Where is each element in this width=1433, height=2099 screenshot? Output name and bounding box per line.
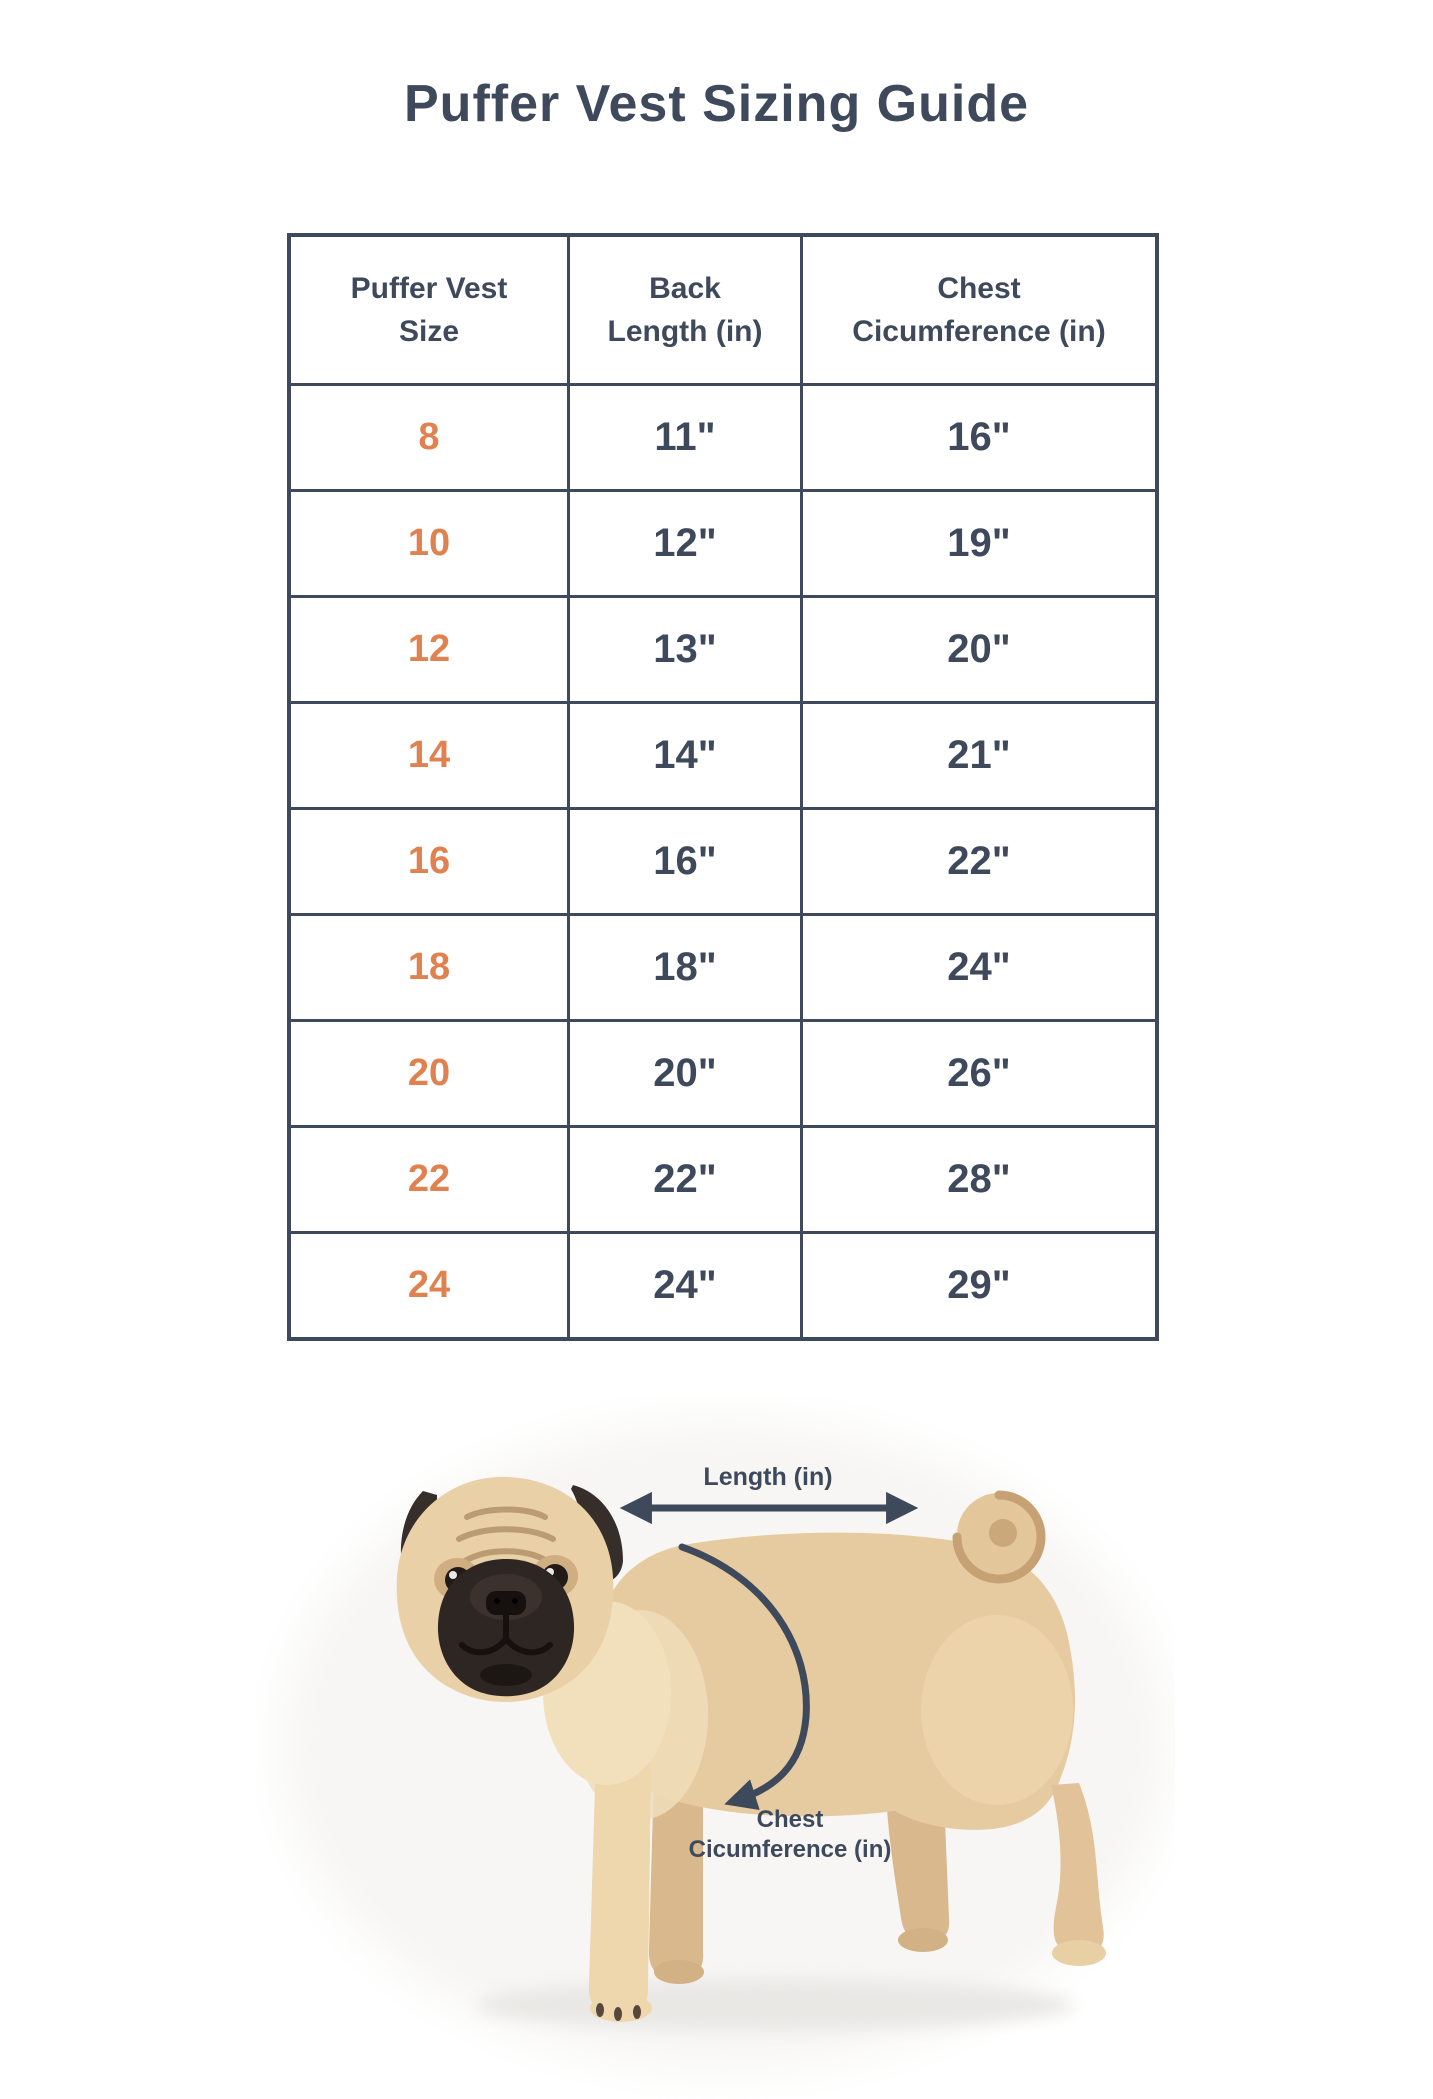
back-length-cell: 12" <box>569 491 802 597</box>
back-length-cell: 24" <box>569 1233 802 1340</box>
back-length-cell: 18" <box>569 915 802 1021</box>
column-header-size-line2: Size <box>398 315 460 348</box>
column-header-chest-line2: Cicumference (in) <box>852 315 1106 348</box>
column-header-back-length-line2: Length (in) <box>607 315 763 348</box>
pug-far-rear-paw <box>898 1928 948 1952</box>
table-row <box>289 597 1157 703</box>
back-length-cell: 16" <box>569 809 802 915</box>
pug-chin <box>480 1664 532 1686</box>
size-cell: 16 <box>289 809 569 915</box>
pug-far-front-paw <box>654 1960 704 1984</box>
back-length-cell: 14" <box>569 703 802 809</box>
column-header-chest <box>802 235 1158 385</box>
size-cell: 22 <box>289 1127 569 1233</box>
back-length-cell: 11" <box>569 385 802 491</box>
chest-circumference-cell: 16" <box>802 385 1158 491</box>
size-cell: 18 <box>289 915 569 1021</box>
pug-diagram-svg <box>255 1395 1175 2099</box>
chest-circumference-cell: 24" <box>802 915 1158 1021</box>
chest-circumference-cell: 22" <box>802 809 1158 915</box>
chest-circumference-cell: 26" <box>802 1021 1158 1127</box>
table-row <box>289 1233 1157 1340</box>
sizing-table <box>287 233 1159 1341</box>
table-row <box>289 385 1157 491</box>
chest-circumference-cell: 21" <box>802 703 1158 809</box>
table-row <box>289 1127 1157 1233</box>
pug-toe <box>633 2005 641 2019</box>
size-cell: 10 <box>289 491 569 597</box>
pug-eye-highlight <box>449 1571 457 1579</box>
column-header-back-length-line1: Back <box>649 271 721 305</box>
pug-nostril <box>494 1598 500 1604</box>
chest-label-line1: Chest <box>756 1806 824 1833</box>
chest-label-line2: Cicumference (in) <box>688 1836 892 1863</box>
column-header-size <box>289 235 569 385</box>
chest-circumference-cell: 29" <box>802 1233 1158 1340</box>
pug-toe <box>614 2007 622 2021</box>
pug-thigh <box>921 1615 1073 1805</box>
table-row <box>289 491 1157 597</box>
column-header-size-line1: Puffer Vest <box>350 271 508 305</box>
pug-nostril <box>512 1598 518 1604</box>
table-row <box>289 809 1157 915</box>
pug-near-rear-paw <box>1052 1940 1106 1966</box>
size-cell: 14 <box>289 703 569 809</box>
pug-tail-center <box>989 1519 1017 1547</box>
back-length-cell: 22" <box>569 1127 802 1233</box>
table-header-row <box>289 235 1157 385</box>
size-cell: 12 <box>289 597 569 703</box>
table-row <box>289 703 1157 809</box>
length-label: Length (in) <box>703 1463 833 1491</box>
pug-nose <box>486 1591 526 1615</box>
chest-circumference-cell: 20" <box>802 597 1158 703</box>
ground-shadow <box>475 1979 1075 2031</box>
size-cell: 8 <box>289 385 569 491</box>
pug-toe <box>596 2003 604 2017</box>
size-cell: 24 <box>289 1233 569 1340</box>
back-length-cell: 20" <box>569 1021 802 1127</box>
dog-measurement-diagram <box>255 1395 1175 2099</box>
back-length-cell: 13" <box>569 597 802 703</box>
column-header-back-length <box>569 235 802 385</box>
column-header-chest-line1: Chest <box>937 271 1021 305</box>
table-row <box>289 915 1157 1021</box>
size-cell: 20 <box>289 1021 569 1127</box>
chest-circumference-cell: 28" <box>802 1127 1158 1233</box>
chest-circumference-cell: 19" <box>802 491 1158 597</box>
page-title: Puffer Vest Sizing Guide <box>404 75 1029 133</box>
table-row <box>289 1021 1157 1127</box>
